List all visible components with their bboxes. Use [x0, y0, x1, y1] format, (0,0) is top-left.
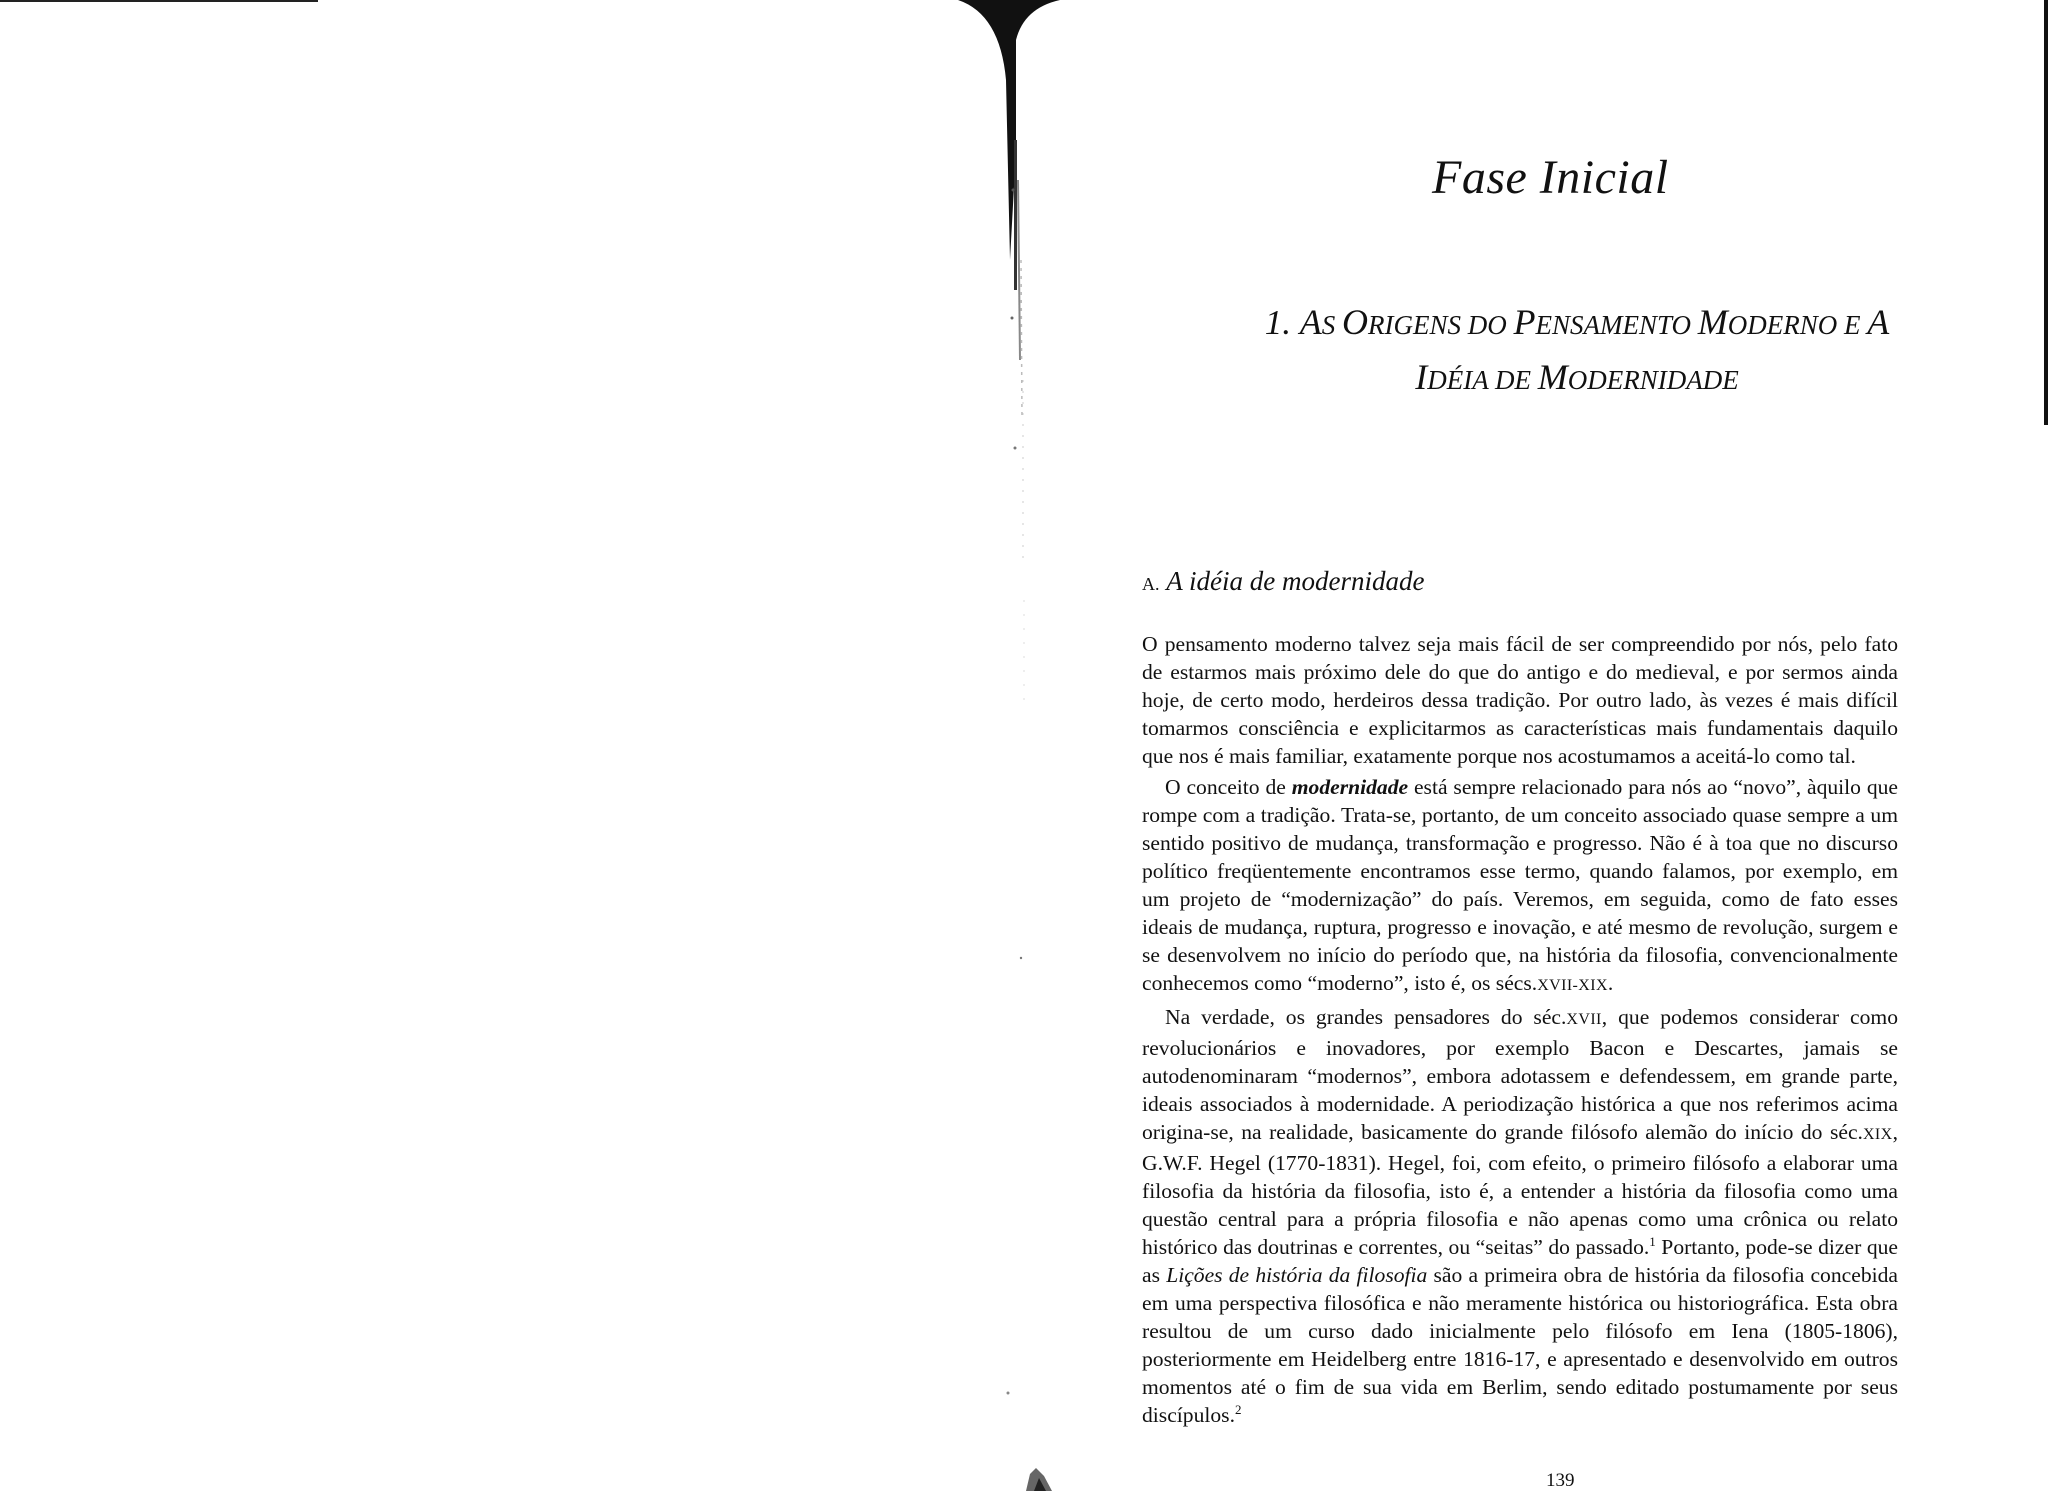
paragraph: [1142, 630, 1898, 770]
emphasized-term: modernidade: [1291, 775, 1409, 799]
text-segment: está sempre relacionado para nós ao “novo”, àquilo que rompe com a tradição. Trata-se, portanto, de um conceito associado quase sempre a um sentido positivo de mudança, transformação e progresso. Não é à toa que no discurso político freqüentemente encontramos esse termo, quando falamos, por exemplo, em um projeto de “modernização” do país. Veremos, em seguida, como de fato esses ideais de mudança, ruptura, progresso e inovação, e até mesmo de revolução, surgem e se desenvolvem no início do período que, na história da filosofia, convencionalmente conhecemos como “moderno”, isto é, os sécs.: [1142, 775, 1898, 995]
chapter-title-fragment: ODERNO E: [1727, 310, 1868, 340]
section-title: A idéia de modernidade: [1166, 566, 1425, 596]
chapter-title-fragment: M: [1697, 302, 1728, 342]
top-margin-rule: [0, 0, 318, 2]
chapter-title-line-1: [1300, 303, 1889, 342]
text-segment: Portanto, pode-se dizer que as: [1142, 1235, 1898, 1287]
century-numeral: XIX: [1862, 1126, 1893, 1143]
chapter-title: [1142, 296, 2012, 406]
text-segment: .: [1607, 971, 1614, 995]
chapter-title-fragment: ENSAMENTO: [1535, 310, 1698, 340]
page-edge-shadow: [2044, 0, 2048, 425]
chapter-number: 1.: [1264, 303, 1291, 342]
chapter-title-fragment: A: [1867, 302, 1890, 342]
chapter-title-line-2: [1415, 358, 1738, 397]
paragraph: [1142, 773, 1898, 1000]
section-heading: [1142, 566, 1424, 597]
section-letter: A.: [1142, 574, 1160, 594]
part-title: Fase Inicial: [1432, 151, 1669, 204]
footnote-marker: 1: [1649, 1234, 1656, 1249]
right-page: [1142, 0, 1898, 1491]
body-text: [1142, 630, 1898, 1432]
chapter-title-fragment: P: [1513, 302, 1536, 342]
page-number: 139: [1546, 1470, 1575, 1491]
century-numeral: XVII: [1566, 1011, 1602, 1028]
chapter-title-fragment: DÉIA DE: [1427, 365, 1538, 395]
chapter-title-fragment: S: [1321, 310, 1342, 340]
chapter-title-fragment: M: [1537, 357, 1568, 397]
paragraph: [1142, 1003, 1898, 1429]
text-segment: são a primeira obra de história da filosofia concebida em uma perspectiva filosófica e não meramente histórica ou historiográfica. Esta obra resultou de um curso dado inicialmente pelo filósofo em Iena (1805-1806), posteriormente em Heidelberg entre 1816-17, e apresentado e desenvolvido em outros momentos até o fim de sua vida em Berlim, sendo editado postumamente por seus discípulos.: [1142, 1263, 1898, 1427]
century-numeral: XVII-XIX: [1537, 977, 1608, 994]
text-segment: , que podemos considerar como revolucionários e inovadores, por exemplo Bacon e Descartes, jamais se autodenominaram “modernos”, embora adotassem e defendessem, em grande parte, ideais associados à modernidade. A periodização histórica a que nos referimos acima origina-se, na realidade, basicamente do grande filósofo alemão do início do séc.: [1142, 1005, 1898, 1144]
work-title: Lições de história da filosofia: [1166, 1263, 1428, 1287]
chapter-title-fragment: ODERNIDADE: [1567, 365, 1739, 395]
book-gutter: [940, 0, 1100, 1491]
text-segment: , G.W.F. Hegel (1770-1831). Hegel, foi, com efeito, o primeiro filósofo a elaborar uma filosofia da história da filosofia, isto é, a entender a história da filosofia como uma questão central para a própria filosofia e não apenas como uma crônica ou relato histórico das doutrinas e correntes, ou “seitas” do passado.: [1142, 1120, 1898, 1259]
chapter-title-fragment: A: [1299, 302, 1322, 342]
chapter-title-fragment: O: [1342, 302, 1368, 342]
chapter-title-fragment: RIGENS DO: [1368, 310, 1514, 340]
text-segment: O conceito de: [1165, 775, 1292, 799]
footnote-marker: 2: [1234, 1402, 1242, 1417]
text-segment: Na verdade, os grandes pensadores do séc.: [1165, 1005, 1567, 1029]
chapter-title-fragment: I: [1415, 357, 1428, 397]
text-segment: O pensamento moderno talvez seja mais fácil de ser compreendido por nós, pelo fato de estarmos mais próximo dele do que do antigo e do medieval, e por sermos ainda hoje, de certo modo, herdeiros dessa tradição. Por outro lado, às vezes é mais difícil tomarmos consciência e explicitarmos as características mais fundamentais daquilo que nos é mais familiar, exatamente porque nos acostumamos a aceitá-lo como tal.: [1142, 632, 1898, 768]
